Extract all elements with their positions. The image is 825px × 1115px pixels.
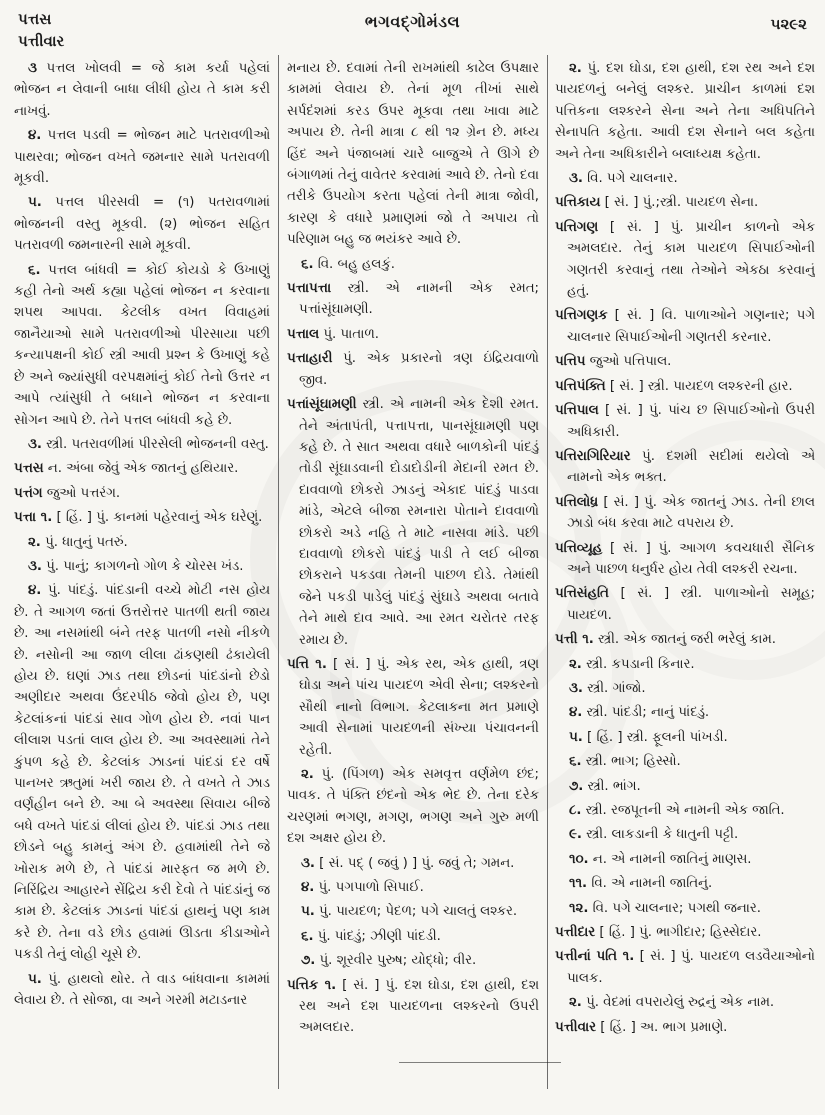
dictionary-entry: પત્તિગણ [ સં. ] પું. પ્રાચીન કાળનો એક અમલદાર. તેનું કામ પાયદળ સિપાઈઓની ગણતરી કરવાનું તથા તેઓને એકઠા કરવાનું હતું.	[555, 219, 815, 300]
headword: પત્તાપત્તા	[287, 281, 332, 297]
text-column-1	[14, 58, 270, 1105]
dictionary-paragraph: ૨. પું. ધાતુનું પતરું.	[28, 534, 128, 550]
headword: ૧૨.	[569, 900, 589, 916]
dictionary-entry: પત્તિકાય [ સં. ] પું.;સ્ત્રી. પાયદળ સેના.	[555, 195, 759, 211]
headword: ૪.	[301, 880, 315, 896]
headword: ૪.	[28, 583, 42, 599]
dictionary-paragraph: ૪. સ્ત્રી. પાંદડી; નાનું પાંદડું.	[569, 705, 710, 721]
dictionary-paragraph: ૩. સ્ત્રી. પતરાવળીમાં પીરસેલી ભોજનની વસ્તુ.	[28, 436, 269, 452]
scan-artifact-line	[399, 1062, 561, 1063]
page-header	[0, 0, 825, 55]
dictionary-paragraph: ૨. સ્ત્રી. કપડાની કિનાર.	[569, 656, 695, 672]
dictionary-paragraph: ૩. [ સં. પદ્ ( જવું ) ] પું. જવું તે; ગમન.	[301, 855, 515, 871]
book-title: ભગવદ્ગોમંડલ	[364, 12, 461, 31]
dictionary-entry: પત્તી ૧. સ્ત્રી. એક જાતનું જરી ભરેલું કામ.	[555, 632, 776, 648]
headword: પત્તીવાર	[555, 1019, 597, 1035]
headword: પત્તિપાલ	[555, 403, 599, 419]
headword: ૫.	[28, 971, 42, 987]
headword: ૩.	[301, 855, 315, 871]
dictionary-paragraph: ૮. સ્ત્રી. રજપૂતની એ નામની એક જાતિ.	[569, 803, 785, 818]
headword: ૧૧.	[569, 876, 588, 892]
dictionary-paragraph: ૩. પું. પાનું; કાગળનો ગોળ કે ચોરસ ખંડ.	[28, 558, 244, 574]
headword: ૪.	[569, 705, 583, 721]
headword: પત્તાંસૂંઘામણી	[287, 397, 357, 413]
dictionary-paragraph: ૫. પું. હાથલો થોર. તે વાડ બાંધવાના કામમાં લેવાય છે. તે સોજા, વા અને ગરમી મટાડનાર	[14, 971, 270, 1009]
column-divider-right	[547, 55, 548, 1089]
headword: ૯.	[569, 827, 582, 843]
headword: ૪.	[28, 128, 42, 144]
headword: પત્તિ ૧.	[287, 656, 327, 672]
dictionary-paragraph: ૨. પું. (પિંગળ) એક સમવૃત્ત વર્ણમેળ છંદ; પાવક. તે પંક્તિ છંદનો એક ભેદ છે. તેના દરેક ચરણમાં ભગણ, મગણ, ભગણ અને ગુરુ મળી દશ અક્ષર હોય છે.	[287, 767, 539, 847]
headword: ૬.	[28, 262, 41, 278]
dictionary-paragraph: ૫. પું. પાયદળ; પેદળ; પગે ચાલતું લશ્કર.	[301, 904, 518, 920]
headword: પત્તિપંક્તિ	[555, 378, 606, 394]
headword: ૨.	[569, 656, 582, 672]
dictionary-entry: પત્તાપત્તા સ્ત્રી. એ નામની એક રમત; પત્તાંસૂંઘામણી.	[287, 281, 539, 318]
headword: ૨.	[569, 995, 582, 1011]
dictionary-entry: પત્તાલ પું. પાતાળ.	[287, 326, 379, 342]
dictionary-entry: પત્તિ ૧. [ સં. ] પું. એક રથ, એક હાથી, ત્રણ ઘોડા અને પાંચ પાયદળ એવી સેના; લશ્કરનો સૌથી નાનો વિભાગ. કેટલાકના મત પ્રમાણે આવી સેનામાં પાયદળની સંખ્યા પંચાવનની રહેતી.	[287, 656, 539, 758]
running-headword-first: પત્તસ	[18, 10, 52, 28]
headword: ૨.	[301, 767, 314, 782]
dictionary-entry: પત્તસ ન. અંબા જેવું એક જાતનું હથિયાર.	[14, 461, 239, 477]
headword: પત્તા ૧.	[14, 510, 53, 526]
dictionary-paragraph: ૧૦. ન. એ નામની જાતિનું માણસ.	[569, 851, 752, 867]
dictionary-entry: પત્તિગણક [ સં. ] વિ. પાળાઓને ગણનાર; પગે ચાલનાર સિપાઈઓની ગણતરી કરનાર.	[555, 308, 815, 345]
dictionary-paragraph: ૧૨. વિ. પગે ચાલનાર; પગથી જનાર.	[569, 900, 762, 916]
headword: પત્તિગણ	[555, 219, 599, 235]
headword: ૩.	[569, 680, 583, 696]
dictionary-paragraph: ૪. પું. પાંદડું. પાંદડાની વચ્ચે મોટી નસ હોય છે. તે આગળ જતાં ઉત્તરોત્તર પાતળી થતી જાય છે. આ નસમાંથી બંને તરફ પાતળી નસો નીકળે છે. નસોની આ જાળ લીલા ઢાંકણથી ઢંકાયેલી હોય છે. ઘણાં ઝાડ તથા છોડનાં પાંદડાંનો છેડો અણીદાર અથવા ઉંદરપીઠ જેવો હોય છે, પણ કેટલાંકનાં પાંદડાં સાવ ગોળ હોય છે. નવાં પાન લીલાશ પડતાં લાલ હોય છે. આ અવસ્થામાં તેને કુંપળ કહે છે. કેટલાંક ઝાડનાં પાંદડાં દર વર્ષે પાનખર ઋતુમાં ખરી જાય છે. તે વખતે તે ઝાડ વર્ણહીન બને છે. આ બે અવસ્થા સિવાય બીજે બધે વખતે પાંદડાં લીલાં હોય છે. પાંદડાં ઝાડ તથા છોડને બહુ કામનું અંગ છે. હવામાંથી તેને જે ખોરાક મળે છે, તે પાંદડાં મારફત જ મળે છે. નિરિંદ્રિય આહારને સેંદ્રિય કરી દેવો તે પાંદડાંનું જ કામ છે. કેટલાંક ઝાડનાં પાંદડાં હાથનું પણ કામ કરે છે. તેના વડે છોડ હવામાં ઊડતા કીડાઓને પકડી તેનું લોહી ચૂસે છે.	[14, 583, 270, 963]
dictionary-entry: પત્તાહારી પું. એક પ્રકારનો ત્રણ ઇંદ્રિયવાળો જીવ.	[287, 351, 539, 388]
headword: ૫.	[569, 729, 583, 745]
dictionary-paragraph: ૫. પત્તલ પીરસવી = (૧) પતરાવળામાં ભોજનની વસ્તુ મૂકવી. (૨) ભોજન સહિત પતરાવળી જમનારની સામે મૂકવી.	[14, 195, 270, 254]
dictionary-entry: પત્તીદાર [ હિં. ] પું. ભાગીદાર; હિસ્સેદાર.	[555, 925, 762, 941]
dictionary-paragraph: ૭. સ્ત્રી. ભાંગ.	[569, 778, 641, 794]
headword: ૭.	[569, 778, 584, 794]
dictionary-entry: પત્તીનાં પતિ ૧. [ સં. ] પું. પાયદળ લડવૈયાઓનો પાલક.	[555, 949, 815, 986]
dictionary-paragraph: ૬. સ્ત્રી. ભાગ; હિસ્સો.	[569, 754, 681, 770]
dictionary-entry: પત્તિવ્યૂહ [ સં. ] પું. આગળ કવચધારી સૈનિક અને પાછળ ધનુર્ધર હોય તેવી લશ્કરી રચના.	[555, 540, 815, 577]
dictionary-entry: પત્તા ૧. [ હિં. ] પું. કાનમાં પહેરવાનું એક ઘરેણું.	[14, 510, 263, 526]
headword: ૬.	[301, 928, 314, 944]
dictionary-paragraph: ૩. વિ. પગે ચાલનાર.	[569, 171, 678, 187]
headword: ૫.	[301, 904, 315, 920]
dictionary-entry: પત્તિરાગિરિયાર પું. દશમી સદીમાં થયેલો એ નામનો એક ભક્ત.	[555, 448, 815, 486]
headword: પત્તિક ૧.	[287, 977, 337, 993]
dictionary-entry: પત્તંગ જુઓ પત્તરંગ.	[14, 485, 121, 501]
text-column-3	[555, 58, 815, 1105]
running-headword-second: પત્તીવાર	[18, 32, 65, 50]
dictionary-paragraph: ૨. પું. દશ ઘોડા, દશ હાથી, દશ રથ અને દશ પાયદળનું બનેલું લશ્કર. પ્રાચીન કાળમાં દશ પત્તિકના લશ્કરને સેના અને તેના અધિપતિને સેનાપતિ કહેતા. આવી દશ સેનાને બલ કહેતા અને તેના અધિકારીને બલાધ્યક્ષ કહેતા.	[555, 61, 815, 162]
headword: પત્તિગણક	[555, 308, 608, 324]
dictionary-entry: પત્તીવાર [ હિં. ] અ. ભાગ પ્રમાણે.	[555, 1019, 728, 1035]
headword: ૭.	[301, 953, 316, 969]
text-column-2	[287, 58, 539, 1105]
headword: પત્તીદાર	[555, 925, 596, 941]
headword: ૨.	[28, 534, 41, 550]
dictionary-entry: પત્તિપાલ [ સં. ] પું. પાંચ છ સિપાઈઓનો ઉપરી અધિકારી.	[555, 403, 815, 440]
headword: ૬.	[569, 754, 582, 770]
dictionary-entry: પત્તિપંક્તિ [ સં. ] સ્ત્રી. પાયદળ લશ્કરની હાર.	[555, 378, 793, 394]
headword: ૩	[28, 61, 37, 76]
headword: પત્તિકાય	[555, 195, 601, 211]
dictionary-paragraph: ૫. [ હિં. ] સ્ત્રી. ફૂલની પાંખડી.	[569, 729, 728, 745]
dictionary-paragraph: ૪. પત્તલ પડવી = ભોજન માટે પતરાવળીઓ પાથરવા; ભોજન વખતે જમનાર સામે પતરાવળી મૂકવી.	[14, 128, 270, 187]
dictionary-paragraph: ૯. સ્ત્રી. લાકડાની કે ધાતુની પટ્ટી.	[569, 827, 739, 843]
headword: ૩.	[28, 436, 42, 452]
headword: પત્તિસંહતિ	[555, 586, 609, 602]
headword: પત્તિવ્યૂહ	[555, 540, 603, 556]
dictionary-paragraph: ૩. સ્ત્રી. ગાંજો.	[569, 680, 646, 696]
headword: ૩.	[569, 171, 583, 187]
column-divider-left	[278, 55, 279, 1089]
dictionary-paragraph: ૩ પત્તલ ખોલવી = જે કામ કર્યા પહેલાં ભોજન ન લેવાની બાધા લીધી હોય તે કામ કરી નાખવું.	[14, 61, 270, 119]
headword: ૮.	[569, 803, 582, 818]
dictionary-paragraph: ૬. વિ. બહુ હલકું.	[301, 256, 395, 272]
headword: ૧૦.	[569, 851, 589, 867]
headword: ૩.	[28, 558, 42, 574]
dictionary-entry: પત્તિસંહતિ [ સં. ] સ્ત્રી. પાળાઓનો સમૂહ; પાયદળ.	[555, 586, 815, 623]
headword: પત્તિલોધ્ર	[555, 494, 599, 510]
dictionary-entry: પત્તિક ૧. [ સં. ] પું. દશ ઘોડા, દશ હાથી, દશ રથ અને દશ પાયદળના લશ્કરનો ઉપરી અમલદાર.	[287, 977, 539, 1036]
dictionary-paragraph: ૧૧. વિ. એ નામની જાતિનું.	[569, 876, 713, 892]
dictionary-paragraph: ૬. પત્તલ બાંધવી = કોઈ કોયડો કે ઉખાણું કહી તેનો અર્થ કહ્યા પહેલાં ભોજન ન કરવાના શપથ આપવા. કેટલીક વખત વિવાહમાં જાનૈયાઓ સામે પતરાવળીઓ પીરસાયા પછી કન્યાપક્ષની કોઈ સ્ત્રી આવી પ્રશ્ન કે ઉખાણું કહે છે અને જ્યાંસુધી વરપક્ષમાંનું કોઈ તેનો ઉત્તર ન આપે ત્યાંસુધી તે બધાને ભોજન ન કરવાના સોગન આપે છે. તેને પત્તલ બાંધવી કહે છે.	[14, 262, 270, 428]
headword: પત્તાહારી	[287, 351, 333, 367]
dictionary-paragraph: ૭. પું. શૂરવીર પુરુષ; યોદ્ધો; વીર.	[301, 953, 477, 969]
dictionary-paragraph: મનાય છે. દવામાં તેની રાખમાંથી કાઢેલ ઉપક્ષાર કામમાં લેવાય છે. તેનાં મૂળ તીખાં સાથે સર્પદંશમાં કરડ ઉપર મૂકવા તથા ખાવા માટે અપાય છે. તેની માત્રા ૮ થી ૧૨ ગ્રેન છે. મધ્ય હિંદ અને પંજાબમાં ચારે બાજુએ તે ઊગે છે બંગાળમાં તેનું વાવેતર કરવામાં આવે છે. તેનો દવા તરીકે ઉપયોગ કરતા પહેલાં તેની માત્રા જોવી, કારણ કે વધારે પ્રમાણમાં જો તે અપાય તો પરિણામ બહુ જ ભયંકર આવે છે.	[287, 61, 539, 248]
headword: પત્તિરાગિરિયાર	[555, 448, 631, 464]
headword: ૨.	[569, 61, 582, 76]
headword: પત્તિપ	[555, 354, 586, 370]
dictionary-paragraph: ૨. પું. વેદમાં વપરાયેલું રુદ્રનું એક નામ.	[569, 995, 775, 1011]
headword: ૫.	[28, 195, 42, 211]
dictionary-paragraph: ૪. પું. પગપાળો સિપાઈ.	[301, 880, 424, 896]
headword: પત્તસ	[14, 461, 44, 477]
headword: પત્તાલ	[287, 326, 320, 342]
headword: પત્તી ૧.	[555, 632, 594, 648]
dictionary-paragraph: ૬. પું. પાંદડું; ઝીણી પાંદડી.	[301, 928, 441, 944]
dictionary-entry: પત્તિલોધ્ર [ સં. ] પું. એક જાતનું ઝાડ. તેની છાલ ઝાડો બંધ કરવા માટે વપરાય છે.	[555, 494, 815, 532]
headword: ૬.	[301, 256, 314, 272]
page-number: ૫૨૯૨	[770, 15, 807, 33]
dictionary-entry: પત્તિપ જુઓ પત્તિપાલ.	[555, 354, 672, 370]
headword: પત્તીનાં પતિ ૧.	[555, 949, 635, 965]
dictionary-entry: પત્તાંસૂંઘામણી સ્ત્રી. એ નામની એક દેશી રમત. તેને અંતાપંતી, પત્તાપત્તા, પાનસૂંઘામણી પણ કહે છે. તે સાત અથવા વધારે બાળકોની પાંદડું તોડી સૂંઘાડવાની દોડાદોડીની મેદાની રમત છે. દાવવાળો છોકરો ઝાડનું એકાદ પાંદડું પાડવા માંડે, એટલે બીજા રમનારા પોતાને દાવવાળો છોકરો અડે નહિ તે માટે નાસવા માંડે. પછી દાવવાળો છોકરો પાંદડું પાડી તે લઈ બીજા છોકરાને પકડવા તેમની પાછળ દોડે. તેમાંથી જેને પકડી પાડેલું પાંદડું સુંઘાડે અથવા બતાવે તેને માથે દાવ આવે. આ રમત ચરોતર તરફ રમાય છે.	[287, 397, 539, 648]
headword: પત્તંગ	[14, 485, 43, 501]
